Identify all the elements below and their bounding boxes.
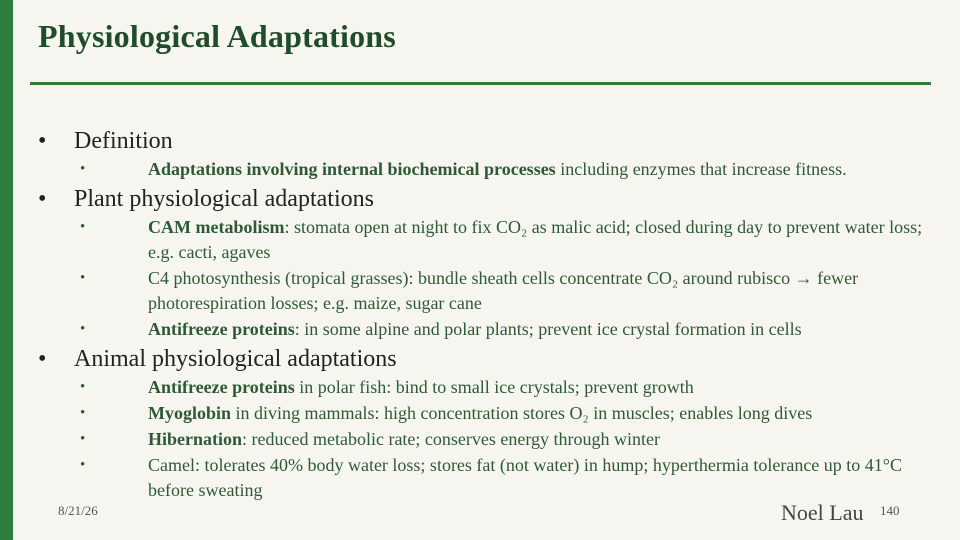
list-item xyxy=(64,401,936,426)
bullet-icon: • xyxy=(38,346,47,372)
sub-list xyxy=(74,375,936,503)
item-text: including enzymes that increase fitness. xyxy=(555,159,847,179)
item-bold-term: Hibernation xyxy=(148,429,243,449)
section-label: Animal physiological adaptations xyxy=(74,346,397,372)
item-bold-term: CAM metabolism xyxy=(148,217,285,237)
slide-title: Physiological Adaptations xyxy=(38,18,396,54)
item-bold-term: Myoglobin xyxy=(148,403,232,423)
list-item xyxy=(64,215,936,265)
section-plant xyxy=(36,183,936,342)
sub-bullet-icon: • xyxy=(80,321,86,337)
list-item xyxy=(64,427,936,452)
sub-bullet-icon: • xyxy=(80,457,86,473)
bullet-icon: • xyxy=(38,186,47,212)
section-label: Plant physiological adaptations xyxy=(74,186,374,212)
bullet-list xyxy=(36,125,936,503)
left-accent-bar xyxy=(0,0,13,540)
list-item xyxy=(64,453,936,503)
sub-bullet-icon: • xyxy=(80,405,86,421)
item-text: : reduced metabolic rate; conserves energy through winter xyxy=(242,429,661,449)
sub-list xyxy=(74,215,936,342)
item-bold-term: Adaptations involving internal biochemical processes xyxy=(148,159,556,179)
list-item xyxy=(64,375,936,400)
item-text: in diving mammals: high concentration stores O₂ in muscles; enables long dives xyxy=(231,403,813,423)
item-text: : stomata open at night to fix CO₂ as malic acid; closed during day to prevent water loss; e.g. cacti, agaves xyxy=(148,217,923,262)
list-item xyxy=(64,317,936,342)
list-item xyxy=(64,157,936,182)
footer-page-number: 140 xyxy=(880,503,900,518)
sub-bullet-icon: • xyxy=(80,379,86,395)
list-item xyxy=(64,266,936,316)
item-bold-term: Antifreeze proteins xyxy=(148,319,295,339)
sub-bullet-icon: • xyxy=(80,431,86,447)
sub-bullet-icon: • xyxy=(80,161,86,177)
item-text: Camel: tolerates 40% body water loss; stores fat (not water) in hump; hyperthermia tolerance up to 41°C before sweating xyxy=(148,455,902,500)
bullet-icon: • xyxy=(38,128,47,154)
sub-bullet-icon: • xyxy=(80,270,86,286)
footer-author: Noel Lau xyxy=(781,500,864,525)
title-underline xyxy=(30,82,931,85)
section-animal xyxy=(36,343,936,503)
sub-list xyxy=(74,157,936,182)
item-text: in polar fish: bind to small ice crystals; prevent growth xyxy=(294,377,694,397)
sub-bullet-icon: • xyxy=(80,219,86,235)
item-text: : in some alpine and polar plants; prevent ice crystal formation in cells xyxy=(294,319,802,339)
footer-date: 8/21/26 xyxy=(58,503,98,518)
section-label: Definition xyxy=(74,128,173,154)
item-bold-term: Antifreeze proteins xyxy=(148,377,295,397)
item-text: C4 photosynthesis (tropical grasses): bundle sheath cells concentrate CO₂ around rubisco → fewer photorespiration losses; e.g. maize, sugar cane xyxy=(148,268,859,313)
slide-content xyxy=(36,125,936,504)
section-definition xyxy=(36,125,936,182)
